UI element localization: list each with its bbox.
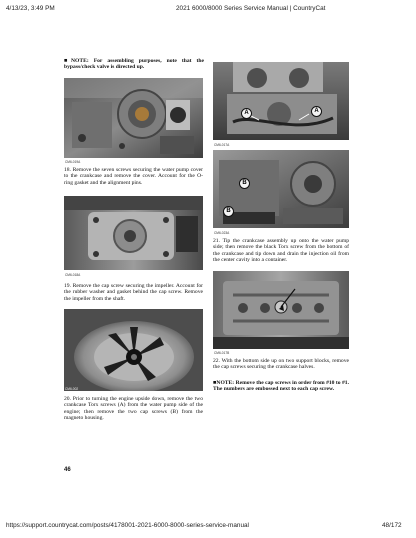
photo-crankcase-bottom — [213, 271, 349, 349]
photo-magneto-housing-cap-screws — [213, 150, 349, 228]
note-cap-screw-order: ■NOTE: Remove the cap screws in order from #10 to #1. The numbers are embossed next to each cap screw. — [213, 380, 349, 393]
note-bypass-valve: ■NOTE: For assembling purposes, note that the bypass/check valve is directed up. — [64, 58, 204, 71]
figure-caption-3: CM6-002 — [65, 387, 79, 391]
step-18-text: 18. Remove the seven screws securing the water pump cover to the crankcase and remove the cover. Account for the O-ring gasket and the alignment pins. — [64, 167, 203, 186]
photo-crankcase-torx-screws — [213, 62, 349, 140]
figure-caption-5: CM6-023A — [214, 231, 230, 235]
callout-b-upper: B — [239, 178, 250, 189]
figure-caption-6: CM6-017B — [214, 351, 230, 355]
figure-caption-1: CM6-019A — [65, 160, 81, 164]
photo-impeller — [64, 309, 203, 391]
print-datetime: 4/13/23, 3:49 PM — [6, 5, 55, 12]
print-page-count: 48/172 — [382, 522, 402, 529]
figure-caption-4: CM6-017A — [214, 143, 230, 147]
step-20-text: 20. Prior to turning the engine upside down, remove the two crankcase Torx screws (A) from the water pump side of the engine; then remove the two cap screws (B) from the magneto housing. — [64, 396, 203, 421]
figure-caption-2: CM6-018A — [65, 273, 81, 277]
step-21-text: 21. Tip the crankcase assembly up onto the water pump side; then remove the black Torx screw from the bottom of the crankcase and tip down and drain the injection oil from the center cavity into a container. — [213, 238, 349, 263]
step-19-text: 19. Remove the cap screw securing the impeller. Account for the rubber washer and gasket behind the cap screw. Remove the impeller from the shaft. — [64, 283, 203, 302]
print-page-title: 2021 6000/8000 Series Service Manual | CountryCat — [176, 5, 326, 12]
photo-water-pump-cover — [64, 78, 203, 158]
page-number: 46 — [64, 467, 71, 473]
photo-pump-cover-removed — [64, 196, 203, 270]
callout-b-lower: B — [223, 206, 234, 217]
callout-a-right: A — [311, 106, 322, 117]
print-url: https://support.countrycat.com/posts/4178001-2021-6000-8000-series-service-manual — [6, 522, 249, 529]
step-22-text: 22. With the bottom side up on two support blocks, remove the cap screws securing the crankcase halves. — [213, 358, 349, 371]
callout-a-left: A — [241, 108, 252, 119]
